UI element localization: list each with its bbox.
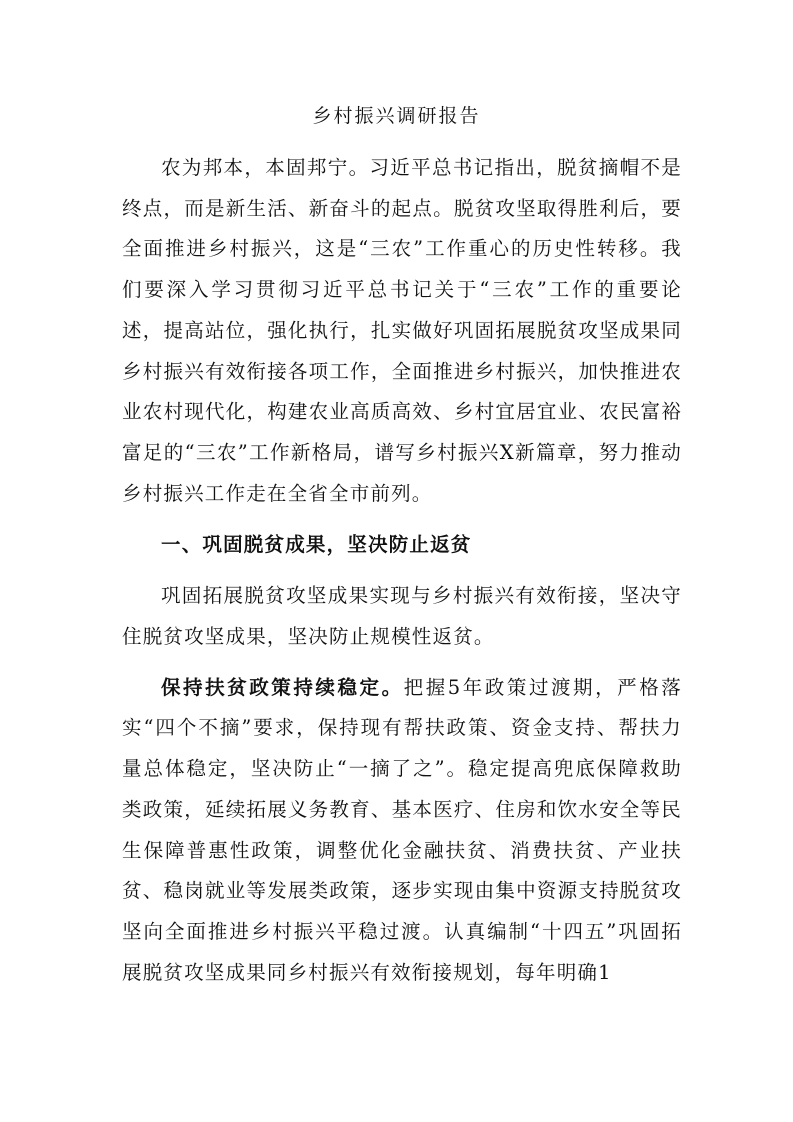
document-title: 乡村振兴调研报告 (312, 105, 481, 127)
section-paragraph-2 (122, 668, 682, 994)
intro-paragraph: 农为邦本，本固邦宁。习近平总书记指出，脱贫摘帽不是终点，而是新生活、新奋斗的起点。脱贫攻坚取得胜利后，要全面推进乡村振兴，这是“三农”工作重心的历史性转移。我们要深入学习贯彻习近平总书记关于“三农”工作的重要论述，提高站位，强化执行，扎实做好巩固拓展脱贫攻坚成果同乡村振兴有效衔接各项工作，全面推进乡村振兴，加快推进农业农村现代化，构建农业高质高效、乡村宜居宜业、农民富裕富足的“三农”工作新格局，谱写乡村振兴X新篇章，努力推动乡村振兴工作走在全省全市前列。 (122, 156, 682, 505)
document-body (122, 148, 682, 993)
section-heading: 一、巩固脱贫成果，坚决防止返贫 (161, 533, 472, 557)
paragraph-lead-bold: 保持扶贫政策持续稳定。 (161, 675, 404, 699)
paragraph-body-text: 把握5年政策过渡期，严格落实“四个不摘”要求，保持现有帮扶政策、资金支持、帮扶力量总体稳定，坚决防止“一摘了之”。稳定提高兜底保障救助类政策，延续拓展义务教育、基本医疗、住房和饮水安全等民生保障普惠性政策，调整优化金融扶贫、消费扶贫、产业扶贫、稳岗就业等发展类政策，逐步实现由集中资源支持脱贫攻坚向全面推进乡村振兴平稳过渡。认真编制“十四五”巩固拓展脱贫攻坚成果同乡村振兴有效衔接规划，每年明确1 (122, 675, 682, 984)
section-paragraph-1: 巩固拓展脱贫攻坚成果实现与乡村振兴有效衔接，坚决守住脱贫攻坚成果，坚决防止规模性返贫。 (122, 584, 682, 649)
